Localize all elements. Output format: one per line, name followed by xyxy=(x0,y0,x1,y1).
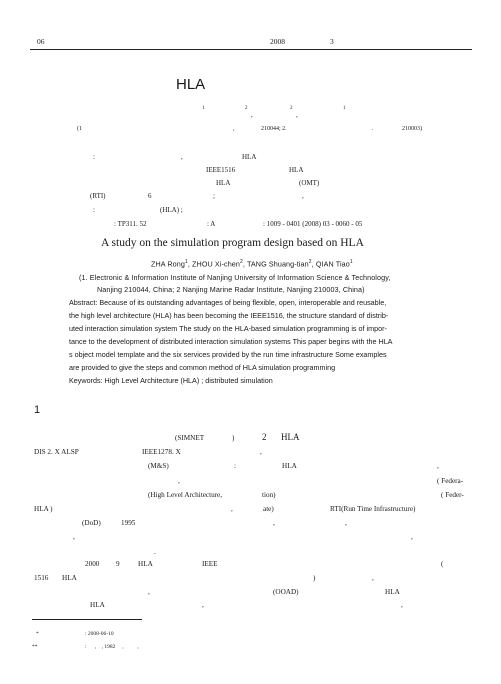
body-fragment: HLA ) xyxy=(34,505,53,513)
body-fragment: , xyxy=(148,588,150,596)
keywords-cn: : xyxy=(93,206,95,214)
body-fragment: HLA xyxy=(282,462,297,470)
body-fragment: , xyxy=(401,601,403,609)
body-fragment: 2 xyxy=(262,432,267,442)
abstract-cn-text: ; xyxy=(213,192,215,200)
body-fragment: , xyxy=(372,574,374,582)
body-fragment: HLA xyxy=(385,588,400,596)
title-en: A study on the simulation program design based on HLA xyxy=(101,237,364,249)
body-fragment: ( xyxy=(441,560,444,568)
footnote-mark: ** xyxy=(32,644,38,650)
author-mark: 2 xyxy=(239,259,243,265)
body-fragment: (SIMNET xyxy=(175,434,205,442)
body-fragment: : xyxy=(234,462,236,470)
abstract-cn-text: HLA xyxy=(216,179,231,187)
body-fragment: IEEE1278. X xyxy=(142,448,181,456)
footnote-rule xyxy=(32,619,142,620)
body-fragment: , xyxy=(260,448,262,456)
body-fragment: , xyxy=(273,519,275,527)
article-id: : 1009 - 0401 (2008) 03 - 0060 - 05 xyxy=(263,220,363,228)
abstract-cn-text: : xyxy=(93,153,95,161)
body-fragment: . xyxy=(154,548,156,556)
body-fragment: 1516 xyxy=(34,574,49,582)
author-name: , QIAN Tiao xyxy=(311,259,350,269)
body-fragment: 1995 xyxy=(121,519,136,527)
abstract-en-line: the high level architecture (HLA) has been becoming the IEEE1516, the structure standard of distrib- xyxy=(69,311,389,320)
abstract-en-line: Abstract: Because of its outstanding advantages of being flexible, open, interoperable and reusable, xyxy=(69,298,387,307)
author-mark: 2 xyxy=(290,106,293,111)
author-mark: 2 xyxy=(245,106,248,111)
title-cn: HLA xyxy=(176,76,206,93)
abstract-cn-text: (OMT) xyxy=(299,179,320,187)
abstract-cn-text: HLA xyxy=(242,153,257,161)
author-mark: 1 xyxy=(202,106,205,111)
body-fragment: , xyxy=(231,505,233,513)
body-fragment: IEEE xyxy=(202,560,218,568)
author-sep: , xyxy=(296,111,298,119)
abstract-en-line: tance to the development of distributed interaction simulation systems This paper begins with the HLA xyxy=(69,337,393,346)
abstract-cn-text: , xyxy=(181,153,183,161)
abstract-en-line: uted interaction simulation system The study on the HLA-based simulation programming is of impor- xyxy=(69,324,387,333)
keywords-en: Keywords: High Level Architecture (HLA) ; distributed simulation xyxy=(69,376,273,385)
author-mark: 1 xyxy=(343,106,346,111)
body-fragment: ) xyxy=(313,574,316,582)
body-fragment: , xyxy=(437,462,439,470)
affil-text: 210003) xyxy=(402,126,422,132)
footnote-text: : , , 1982 , , xyxy=(85,644,139,650)
affil-text: 210044; 2. xyxy=(261,126,287,132)
classification: : TP311. 52 xyxy=(114,220,147,228)
author-sep: , xyxy=(251,111,253,119)
affiliation-en-line: Nanjing 210044, China; 2 Nanjing Marine Radar Institute, Nanjing 210003, China) xyxy=(97,285,365,294)
body-fragment: (OOAD) xyxy=(273,588,299,596)
page-number: 06 xyxy=(37,37,45,46)
body-fragment: HLA xyxy=(62,574,77,582)
body-fragment: , xyxy=(202,601,204,609)
doc-code: : A xyxy=(207,220,216,228)
footnote-text: : 2008-06-10 xyxy=(85,631,114,637)
author-name: , TANG Shuang-tian xyxy=(242,259,309,269)
affil-text: . xyxy=(372,126,374,132)
body-fragment: DIS 2. X ALSP xyxy=(34,448,79,456)
body-fragment: ( Feder- xyxy=(441,491,464,499)
author-name: , ZHOU Xi-chen xyxy=(187,259,240,269)
header-year: 2008 xyxy=(270,37,285,46)
body-fragment: (M&S) xyxy=(148,462,169,470)
footnote-mark: * xyxy=(36,631,39,637)
body-fragment: ate) xyxy=(263,505,274,513)
abstract-en-line: s object model template and the six services provided by the run time infrastructure Some examples xyxy=(69,350,387,359)
body-fragment: tion) xyxy=(262,491,276,499)
author-mark: 1 xyxy=(184,259,188,265)
body-fragment: , xyxy=(73,533,75,541)
header-rule xyxy=(30,49,472,50)
body-fragment: , xyxy=(178,477,180,485)
body-fragment: (High Level Architecture, xyxy=(148,491,223,499)
author-name: ZHA Rong xyxy=(151,259,185,269)
section-heading: 1 xyxy=(34,404,41,416)
abstract-cn-text: , xyxy=(302,192,304,200)
affiliation-en-line: (1. Electronic & Information Institute of Nanjing University of Information Science & Technology, xyxy=(79,273,391,282)
abstract-cn-text: IEEE1516 xyxy=(206,166,236,174)
header-issue: 3 xyxy=(330,37,334,46)
body-fragment: HLA xyxy=(138,560,153,568)
abstract-cn-text: 6 xyxy=(148,192,152,200)
affil-text: , xyxy=(233,126,235,132)
keywords-cn: (HLA) ; xyxy=(160,206,183,214)
body-fragment: (DoD) xyxy=(82,519,101,527)
abstract-en-line: are provided to give the steps and common method of HLA simulation programming xyxy=(69,363,336,372)
abstract-cn-text: (RTI) xyxy=(90,192,106,200)
authors-en xyxy=(151,259,353,268)
abstract-cn-text: HLA xyxy=(289,166,304,174)
body-fragment: HLA xyxy=(281,432,300,442)
author-mark: 1 xyxy=(349,259,353,265)
body-fragment: ) xyxy=(232,434,235,442)
body-fragment: 9 xyxy=(116,560,120,568)
body-fragment: , xyxy=(345,519,347,527)
body-fragment: ( Federa- xyxy=(437,477,464,485)
body-fragment: , xyxy=(411,533,413,541)
body-fragment: HLA xyxy=(90,601,105,609)
affil-text: (1 xyxy=(77,126,82,132)
author-mark: 2 xyxy=(308,259,312,265)
body-fragment: RTI(Run Time Infrastructure) xyxy=(330,505,416,513)
body-fragment: 2000 xyxy=(85,560,100,568)
